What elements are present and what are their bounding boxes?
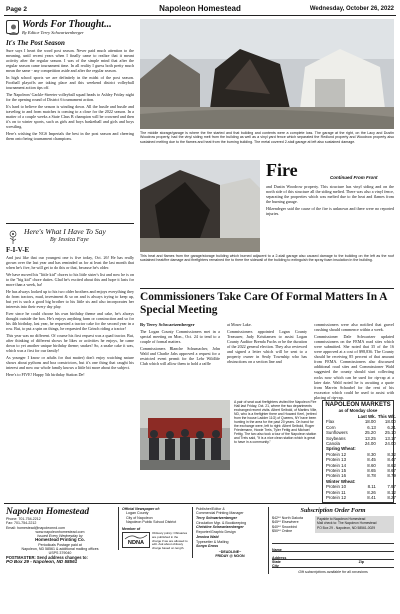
column-paragraph: As younger I know or adults for that matter) don't enjoy watching nature shows about pythons and boa constrictors, but it's one thing that caught his interest and now our whole family knows a little bit more about the subject.: [6, 354, 134, 370]
table-cell: Protein 13: [326, 457, 347, 463]
table-cell: Sunflowers: [326, 430, 348, 436]
column-paragraph: Here's wishing the NGS Imperials the best in the post season and cheering them onto being tournament champions.: [6, 130, 134, 141]
payment-info: Payable to Napoleon Homestead: [317, 517, 366, 521]
column-paragraph: Sure says I heart the word post season. Never paid much attention to the meaning, until recent years when I finally came to realize that it meant activity after the regular season. I was of the simple mind that after the regular season came tournament time. In all reality I guess both pretty much mean the same - any competition aside and after the regular season.: [6, 48, 134, 74]
column-divider: [6, 223, 134, 224]
fire-continued-text: [266, 184, 394, 218]
city-field-label: City: [272, 564, 279, 569]
masthead-fax: Fax: 701-754-2212: [6, 521, 37, 526]
jessica-column-byline: By Jessica Faye: [50, 237, 89, 243]
table-cell: 8.65: [367, 468, 376, 474]
commissioners-paragraph: The Logan County Commissioners met in a special meeting on Mon., Oct. 24 to tend to a couple of formal matters.: [140, 329, 220, 345]
column-dropcap: F-I-V-E: [6, 246, 30, 254]
commissioners-col-2: [227, 322, 307, 366]
masthead-publisher: Homestead Printing Co.: [35, 537, 85, 543]
table-cell: Protein 12: [326, 451, 347, 457]
table-cell: 8.32: [387, 451, 396, 457]
masthead-email: Email: homestead@napoleonnd.com: [6, 525, 65, 530]
fire-photo-1: [140, 19, 394, 129]
staff-label: Typesetter & Mailing: [196, 540, 229, 545]
table-header-cell: This Wk.: [377, 414, 396, 419]
footer-rule: [4, 503, 396, 504]
column-paragraph: It's hard to believe the season is winding down. All the hustle and bustle and traveling to and from matches is coming to a close for the 2022 season. In a matter of a couple weeks a State Class B champion will be crowned and then it's on to winter sports, such as girls and boys basketball and girls and boys wrestling.: [6, 103, 134, 130]
masthead-usps: USPS 379040: [48, 551, 72, 556]
column-paragraph: Here's to FIVE! Happy 5th birthday Station De!: [6, 371, 85, 377]
staff-label: Circulation Mgr. & Bookkeeping: [196, 520, 247, 525]
official-title: Official Newspaper of:: [122, 507, 160, 511]
deadline-label: ~DEADLINE~: [218, 549, 242, 554]
table-cell: 8.47: [387, 457, 396, 463]
masthead-postage: Periodicals Postage paid at: [38, 542, 82, 547]
rate-option[interactable]: $42** North Dakota: [272, 516, 303, 520]
table-cell: 18.00: [364, 419, 376, 425]
section-divider: [140, 288, 394, 289]
table-cell: Protein 16: [326, 473, 347, 479]
staff-box: [192, 507, 264, 558]
column-paragraph: Ever since he could choose his own birthday theme and cake, he's always thought outside the box. He's enjoys anything farm or construction and so for his 4th birthday, last year, he requested a tractor cake for the second year in a row. But, to put a spin on things, he requested the Grinch riding a tractor!: [6, 310, 134, 331]
table-cell: 8.30: [367, 451, 376, 457]
table-cell: 8.78: [367, 473, 376, 479]
payment-info-box: [315, 516, 394, 533]
staff-label: Commercial Printing Manager: [196, 511, 244, 516]
table-cell: 24.00: [364, 441, 376, 447]
official-item: Napoleon Public School District: [126, 519, 177, 524]
zip-field-label: Zip: [358, 560, 364, 565]
fire-photo-2-caption: This heat and flames from the garage/storage building which burned adjacent to a 2-stall garage also caused damage to the building on the left as the roof sustained heat/fire damage and firefighters remained the to there the sidewall of the building to extinguish the spray foam insulation in the building.: [140, 254, 394, 263]
payment-info: Mail check to: The Napoleon Homestead: [317, 521, 377, 526]
table-cell: 8.27: [387, 495, 396, 501]
column-paragraph: The Napoleon/ Gackle-Streeter volleyball squad heads to Ashley Friday night for the opening round of District 6 tournament action.: [6, 91, 134, 103]
state-zip-field[interactable]: [272, 560, 394, 568]
staff-label: Reporter/Graphic Design: [196, 530, 236, 535]
commissioners-paragraph: Commissioners appointed Logan County Treasurer, Judy Kristiansen to assist Logan County Auditor Brenda Fuchs or be the duration of the 2022 general election. They also reviewed and signed a letter which will be sent to a property owner in Sealy Township who has obstructions on a section line and: [227, 328, 307, 365]
ndna-logo: [122, 532, 150, 548]
words-column-title: Words For Thought...: [22, 19, 112, 30]
firefighters-photo: [140, 400, 230, 470]
address-field[interactable]: [272, 544, 394, 561]
editor-icon: [6, 20, 19, 34]
official-box: [118, 507, 188, 550]
commissioners-paragraph: commissioners were also notified that gravel crushing should commence within a week.: [314, 322, 394, 333]
table-cell: Soybeans: [326, 435, 346, 441]
table-cell: 7.97: [387, 484, 396, 490]
table-header-cell: Last Wk.: [357, 414, 376, 419]
table-cell: Canola: [326, 441, 340, 447]
fire-photo-1-caption: The middle storage/garage is where the fire started and that building and contents were a complete loss. The garage at the right, on the Lacy and Dustin Woodrow property, had the vinyl siding melt from the building as well as a vinyl yard fence which separated the Redlund property and Woodrow property also sustained melting due to the flames and heat from the burning building. The metal covered 2-stall garage at left also sustained damage.: [140, 131, 394, 144]
column-paragraph: In high school sports we are definitely in the midst of the post season. Football playoffs are taking place and this weekend district volleyball tournament action tips off.: [6, 75, 134, 91]
staff-name: Christine Schwartzenberger: [196, 525, 244, 530]
table-cell: Protein 14: [326, 462, 347, 468]
fire-headline: Fire: [266, 160, 298, 180]
table-cell: 8.41: [367, 495, 376, 501]
table-cell: Spring Wheat:: [326, 446, 356, 452]
table-cell: Protein 10: [326, 484, 347, 490]
gift-note: Gift subscriptions available for all occasions: [298, 570, 368, 575]
masthead-box: [6, 507, 114, 564]
table-cell: 6.13: [367, 424, 376, 430]
jessica-column: [6, 227, 134, 378]
table-cell: 8.60: [367, 462, 376, 468]
fire-paragraph: and Dustin Woodrow property. This structure has vinyl siding and on the north side of this structure all the siding melted. There was also a vinyl fence, separating the properties which was melted due to the heat and flames from the burning garage.: [266, 184, 394, 205]
table-cell: Protein 15: [326, 468, 347, 474]
name-field[interactable]: [272, 536, 394, 553]
words-column-byline: By Editor Terry Schwartzenberger: [22, 30, 84, 35]
commissioners-col-1: [140, 329, 220, 368]
flower-icon: [6, 229, 20, 245]
masthead-address: Napoleon, ND 58561 & additional mailing offices: [21, 547, 99, 552]
fire-continued-label: Continued From Front: [330, 175, 378, 180]
firefighters-caption: A pair of seat coat firefighters visited the Napoleon Fire Hall last Friday, Oct. 21, where the two departments exchanged recent visits. Albert Seibold, of Martins Ville, ND, who is a firefighter there and Howard Keel, (retired from the house Ladder 11G) of Queens, NY have been hunting in the area for the past 20 years. On hand for the exchange were, left to right: Albert Seibold, Roger Friedemann, Howie Treis, Tyler Fettig and Michael Fettig. The two also took a tour of the Napoleon station and Treis said, "It is a nice clean station which is great to have in a community.": [234, 400, 318, 445]
column-paragraph: He has always looked up to his two older brothers and enjoys everything they do from tractors, mud, investment & so on and is always trying to keep up, but yet is such a good big brother to his little sis and also incorporates her interests into their every day play.: [6, 288, 134, 310]
ndna-label: NDNA: [127, 540, 145, 547]
obituary-policy: Obituary policy: Obituaries are published in the charge if we are allowed to edit. Ask about obituary charge based on length.: [152, 531, 188, 550]
commissioners-paragraph: Commissioners Blanche Schumacher, John Wald and Charlie Jahs approved a request for a restricted event permit for the Lehr Wildlife Club which will allow them to hold a raffle: [140, 345, 220, 367]
table-cell: 6.21: [387, 424, 396, 430]
payment-info: PO Box 29 - Napoleon, ND 58561-0029: [317, 525, 376, 530]
official-item: Logan County: [126, 511, 149, 516]
markets-title: NAPOLEON MARKETS: [325, 402, 391, 408]
table-cell: Winter Wheat:: [326, 478, 356, 484]
table-cell: 13.25: [364, 435, 376, 441]
rate-option[interactable]: $45** Elsewhere: [272, 520, 299, 525]
subscription-title: Subscription Order Form: [300, 507, 366, 514]
staff-label: Publisher/Editor &: [196, 507, 225, 511]
state-field-label: State: [272, 560, 281, 565]
table-cell: 8.12: [387, 489, 396, 495]
staff-name: Terry Schwartzenberger: [196, 515, 238, 520]
table-cell: 8.45: [367, 457, 376, 463]
commissioners-headline: Commissioners Take Care Of Formal Matters In A Special Meeting: [140, 291, 387, 316]
deadline-time: FRIDAY @ NOON: [215, 553, 245, 558]
masthead-name: Napoleon Homestead: [6, 507, 90, 517]
table-cell: 8.67: [387, 468, 396, 474]
staff-name: Sonya Gross: [196, 544, 219, 549]
header-rule: [4, 15, 396, 16]
table-cell: 8.79: [387, 473, 396, 479]
table-cell: 18.00: [384, 419, 396, 425]
masthead-pobox: PO Box 29 - Napoleon, ND 58561: [6, 558, 78, 564]
official-item: City of Napoleon: [126, 515, 153, 520]
fire-paragraph: Hilzendeger said the cause of the fire is unknown and there were no reported injuries.: [266, 205, 394, 217]
table-cell: Protein 12: [326, 495, 347, 501]
markets-subtitle: as of Monday close: [338, 408, 378, 413]
table-cell: 8.26: [367, 489, 376, 495]
masthead-phone: Phone: 701-754-2212: [6, 517, 41, 521]
address-field-label: Address: [272, 556, 287, 561]
table-row: [325, 495, 397, 500]
table-cell: Protein 11: [326, 489, 346, 495]
paper-name-header: Napoleon Homestead: [159, 4, 241, 13]
commissioners-col-3: [314, 322, 394, 402]
table-cell: 25.20: [364, 430, 376, 436]
commissioners-paragraph: at Moser Lake.: [227, 322, 252, 327]
words-for-thought-column: [6, 19, 134, 143]
rate-option[interactable]: $40** Snowbird: [272, 524, 297, 529]
table-cell: 13.17: [384, 435, 396, 441]
fire-photo-2: [140, 160, 260, 252]
table-cell: 24.00: [384, 441, 396, 447]
table-cell: Corn: [326, 424, 336, 430]
table-cell: 25.10: [384, 430, 396, 436]
issue-date: Wednesday, October 26, 2022: [309, 6, 394, 12]
table-cell: 8.11: [367, 484, 376, 490]
name-field-label: Name: [272, 548, 282, 553]
subscription-form: [268, 507, 394, 574]
staff-name: Jessica Wald: [196, 534, 219, 539]
page-number: Page 2: [6, 6, 27, 13]
markets-table: [325, 414, 397, 501]
table-cell: 8.62: [387, 462, 396, 468]
rate-option[interactable]: $50** Online: [272, 528, 293, 533]
column-paragraph: This year was no different. Of course his first request was a quad tractor. But, after thinking of different shows he likes or activities he enjoys, he came down to yet another unique birthday theme; snakes! So, a snake cake it was, which was a first for our family!: [6, 332, 134, 353]
column-paragraph: We have moved his "little kid" chores to his little sister's list and now he is on to the "big kid" chore duties. Glad he's excited about this and hope it lasts for more than a week, ha!: [6, 271, 134, 288]
column-subhead: It's The Post Season: [6, 39, 65, 47]
commissioners-paragraph: Commissioner Dale Schwartzer updated commissioners on the FEMA road sites which were submitted. She noted that 35 of the 16 were approved at a cost of $98,836. The County should be receiving 85 percent of that amount from FEMA. Commissioners also discussed additional road sites and Commissioner Wald suggested the county should start collecting rocks now which can be used for rip-rap at a later date. Wald noted he is awaiting a quote from Marvin Schaubel for the rent of his excavator which could be used to assist with placing of rip-rap.: [314, 333, 394, 400]
table-cell: Flax: [326, 419, 335, 425]
masthead-postmaster: POSTMASTER: Send address changes to:: [6, 554, 88, 560]
masthead-web: www.napoleonhomestead.com: [35, 529, 85, 534]
masthead-issued: Issued Every Wednesday by: [37, 534, 83, 539]
column-paragraph: And just like that our youngest one is five today, Oct. 26! He has really grown over the last year and has reminded us for at least the last month that when he's five, he will get to do this or that, because he's older.: [6, 255, 134, 271]
jessica-column-title: Here's What I Have To Say: [24, 227, 106, 236]
member-label: Member of: [122, 527, 141, 532]
markets-box: [322, 400, 394, 503]
commissioners-byline: By Terry Schwartzenberger: [140, 322, 195, 327]
